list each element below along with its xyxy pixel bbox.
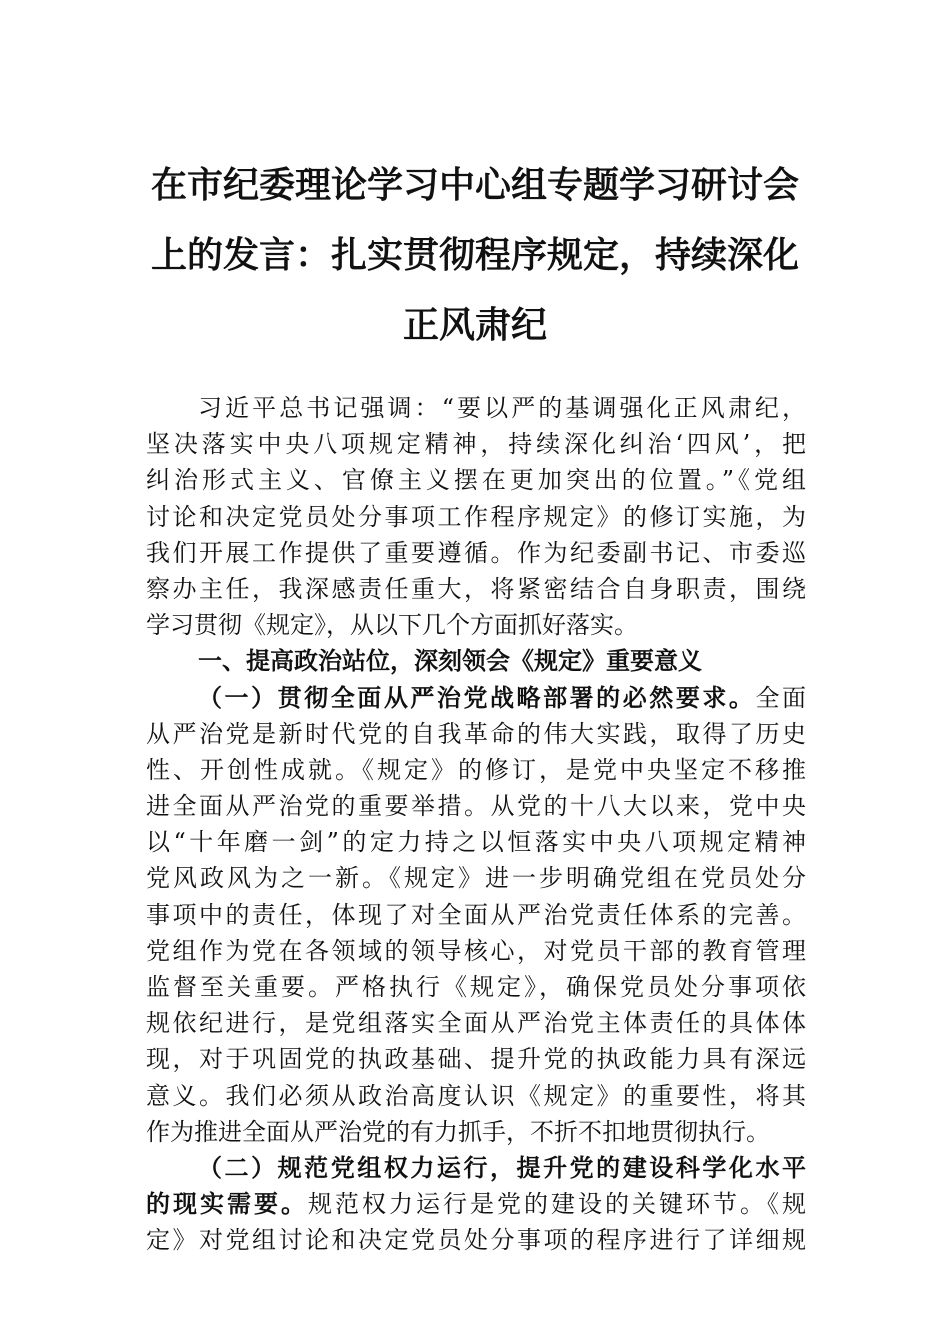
paragraph-line: 以“十年磨一剑”的定力持之以恒落实中央八项规定精神	[146, 828, 806, 857]
paragraph-line: 定》对党组讨论和决定党员处分事项的程序进行了详细规	[146, 1226, 806, 1255]
paragraph-line: 意义。我们必须从政治高度认识《规定》的重要性，将其	[146, 1081, 806, 1110]
paragraph-line: 进全面从严治党的重要举措。从党的十八大以来，党中央	[146, 792, 806, 821]
intro-paragraph	[146, 390, 806, 643]
paragraph-line: 纠治形式主义、官僚主义摆在更加突出的位置。”《党组	[146, 466, 806, 495]
paragraph-line	[146, 680, 806, 716]
title-line: 正风肃纪	[402, 304, 547, 346]
document-title	[120, 150, 830, 360]
subsection-lead: （二）规范党组权力运行，提升党的建设科学化水平	[198, 1152, 806, 1182]
paragraph-line: 监督至关重要。严格执行《规定》，确保党员处分事项依	[146, 973, 806, 1001]
subsection-1-paragraph	[146, 680, 806, 1150]
subsection-lead: 的现实需要。	[146, 1189, 308, 1219]
subsection-2-paragraph	[146, 1150, 806, 1259]
document-body	[146, 390, 806, 1259]
paragraph-line: 我们开展工作提供了重要遵循。作为纪委副书记、市委巡	[146, 538, 806, 567]
subsection-lead: （一）贯彻全面从严治党战略部署的必然要求。	[198, 682, 756, 712]
paragraph-line: 党风政风为之一新。《规定》进一步明确党组在党员处分	[146, 864, 806, 893]
paragraph-line: 事项中的责任，体现了对全面从严治党责任体系的完善。	[146, 900, 806, 929]
paragraph-line: 党组作为党在各领域的领导核心，对党员干部的教育管理	[146, 936, 806, 965]
paragraph-line: 学习贯彻《规定》，从以下几个方面抓好落实。	[146, 611, 638, 640]
section-heading: 一、提高政治站位，深刻领会《规定》重要意义	[198, 647, 702, 676]
paragraph-text: 规范权力运行是党的建设的关键环节。《规	[308, 1190, 806, 1219]
paragraph-line: 察办主任，我深感责任重大，将紧密结合自身职责，围绕	[146, 574, 806, 603]
paragraph-line: 习近平总书记强调：“要以严的基调强化正风肃纪，	[198, 394, 806, 422]
paragraph-line: 现，对于巩固党的执政基础、提升党的执政能力具有深远	[146, 1045, 806, 1074]
paragraph-text: 全面	[755, 683, 806, 712]
paragraph-line: 坚决落实中央八项规定精神，持续深化纠治‘四风’，把	[146, 430, 806, 459]
title-line: 上的发言：扎实贯彻程序规定，持续深化	[150, 234, 799, 276]
paragraph-line: 作为推进全面从严治党的有力抓手，不折不扣地贯彻执行。	[146, 1117, 770, 1146]
paragraph-line: 从严治党是新时代党的自我革命的伟大实践，取得了历史	[146, 719, 806, 748]
paragraph-line: 性、开创性成就。《规定》的修订，是党中央坚定不移推	[146, 755, 806, 784]
paragraph-line: 规依纪进行，是党组落实全面从严治党主体责任的具体体	[146, 1009, 806, 1038]
paragraph-line: 讨论和决定党员处分事项工作程序规定》的修订实施，为	[146, 502, 806, 531]
title-line: 在市纪委理论学习中心组专题学习研讨会	[150, 164, 799, 206]
paragraph-line	[146, 1186, 806, 1222]
